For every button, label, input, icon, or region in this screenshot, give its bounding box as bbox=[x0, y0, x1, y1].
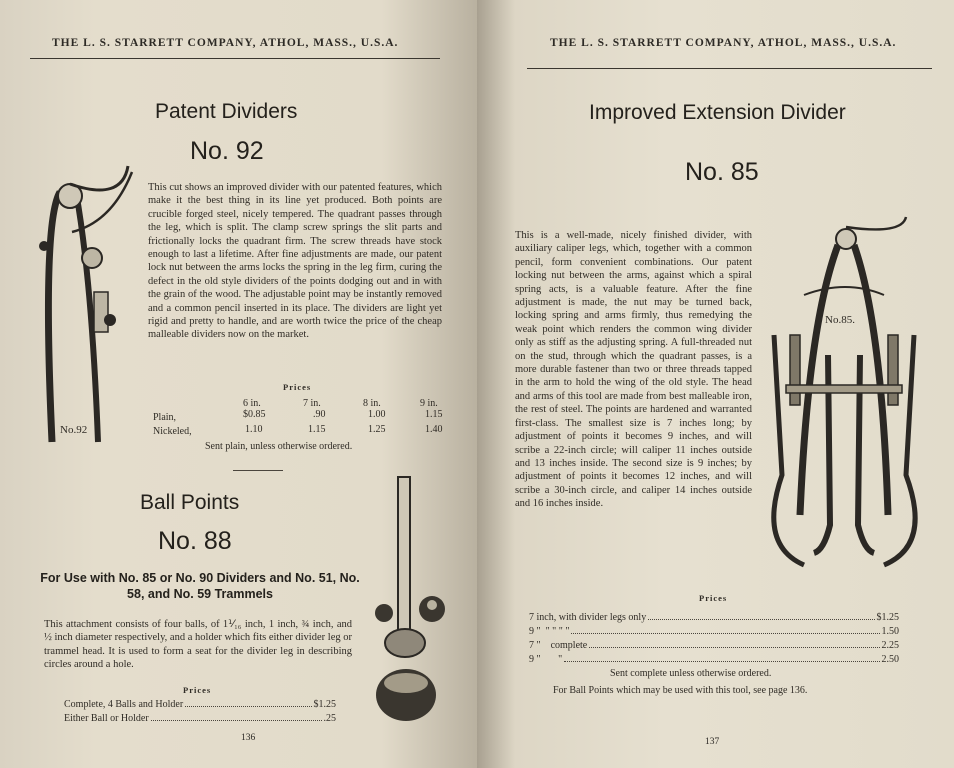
price-cell: 1.15 bbox=[308, 424, 326, 435]
section-divider bbox=[233, 470, 283, 471]
price-row-label: Nickeled, bbox=[153, 426, 192, 437]
dividers-number: No. 92 bbox=[190, 137, 264, 165]
page-number: 136 bbox=[241, 733, 256, 743]
extension-price-row: 7 inch, with divider legs only $1.25 bbox=[529, 612, 899, 623]
extension-note: Sent complete unless otherwise ordered. bbox=[610, 668, 772, 679]
patent-divider-illustration bbox=[32, 162, 142, 452]
price-cell: $0.85 bbox=[243, 409, 266, 420]
right-page bbox=[477, 0, 954, 768]
ballpoints-price-row: Either Ball or Holder .25 bbox=[64, 713, 336, 724]
header-rule bbox=[30, 58, 440, 59]
running-head: THE L. S. STARRETT COMPANY, ATHOL, MASS., U.S.A. bbox=[52, 37, 399, 49]
ballpoints-title: Ball Points bbox=[140, 491, 240, 514]
price-cell: 1.40 bbox=[425, 424, 443, 435]
dividers-prices-heading: Prices bbox=[283, 382, 312, 392]
dividers-note: Sent plain, unless otherwise ordered. bbox=[205, 441, 353, 452]
extension-price-row: 9 " " " " " 1.50 bbox=[529, 626, 899, 637]
ballpoints-subtitle: For Use with No. 85 or No. 90 Dividers and No. 51, No. 58, and No. 59 Trammels bbox=[40, 571, 360, 601]
ballpoints-description: This attachment consists of four balls, of 1⅟₁₆ inch, 1 inch, ¾ inch, and ½ inch diameter respectively, and a holder which fits either divider leg or trammel head. It is used to form a seat for the divider leg in describing circles around a hole. bbox=[44, 619, 352, 671]
ballpoints-prices-heading: Prices bbox=[183, 685, 212, 695]
ballpoints-price-row: Complete, 4 Balls and Holder $1.25 bbox=[64, 699, 336, 710]
extension-prices-heading: Prices bbox=[699, 593, 728, 603]
size-8in: 8 in. bbox=[363, 398, 381, 409]
dividers-description: This cut shows an improved divider with our patented features, which make it the best thing in its line yet produced. Both points are crucible forged steel, nicely tempered. The quadrant passes through the leg, which is split. The clamp screw springs the slit parts and frictionally locks the quadrant firm. The screw threads have stock enough to last a lifetime. After fine adjustments are made, our patent lock nut between the arms locks the spring in the leg firm, curing the defect in the old style dividers of the points dodging out and in with the grain of the wood. The adjustable point may be instantly removed and a common pencil inserted in its place. The dividers are light yet rigid and pretty to handle, and are worth twice the price of the cheap malleable dividers now on the market. bbox=[148, 182, 442, 341]
extension-figure-label: No.85. bbox=[825, 314, 855, 326]
size-9in: 9 in. bbox=[420, 398, 438, 409]
running-head: THE L. S. STARRETT COMPANY, ATHOL, MASS., U.S.A. bbox=[550, 37, 897, 49]
extension-divider-title: Improved Extension Divider bbox=[589, 101, 846, 124]
price-cell: .90 bbox=[313, 409, 326, 420]
price-row-label: Plain, bbox=[153, 412, 177, 423]
page-number: 137 bbox=[705, 737, 720, 747]
dividers-figure-label: No.92 bbox=[60, 424, 88, 436]
extension-divider-number: No. 85 bbox=[685, 158, 759, 186]
extension-price-row: 9 " " 2.50 bbox=[529, 654, 899, 665]
header-rule bbox=[527, 68, 932, 69]
size-7in: 7 in. bbox=[303, 398, 321, 409]
price-cell: 1.10 bbox=[245, 424, 263, 435]
extension-divider-illustration bbox=[764, 215, 924, 580]
extension-price-row: 7 " complete 2.25 bbox=[529, 640, 899, 651]
size-6in: 6 in. bbox=[243, 398, 261, 409]
ballpoints-number: No. 88 bbox=[158, 527, 232, 555]
extension-divider-description: This is a well-made, nicely finished divider, with auxiliary caliper legs, which, together with a common pencil, form convenient combinations. Our patent locking nut between the arms, against which a spiral spring acts, is a valuable feature. After the fine adjustment is made, the nut may be turned back, locking spring and arms firmly, thus remedying the weak point which renders the common wing divider only as stiff as the adjusting spring. A full-threaded nut on the stud, through which the quadrant passes, is a more durable fastener than two or three threads tapped in the arm to hold the wing of the old style. The head and arms of this tool are made from best malleable iron, the rest of steel. The points are hardened and warranted first-class. The smallest size is 7 inches long; by adjustment of points it becomes 9 inches, and will scribe a 22-inch circle; will caliper 11 inches outside and 13 inches inside. The second size is 9 inches; by adjustment of points it becomes 12 inches, and will scribe a 30-inch circle, and caliper 14 inches outside and 16 inches inside. bbox=[515, 230, 752, 510]
price-cell: 1.25 bbox=[368, 424, 386, 435]
ball-points-reference: For Ball Points which may be used with this tool, see page 136. bbox=[553, 685, 808, 696]
price-cell: 1.15 bbox=[425, 409, 443, 420]
ball-points-illustration bbox=[372, 475, 452, 725]
price-cell: 1.00 bbox=[368, 409, 386, 420]
dividers-title: Patent Dividers bbox=[155, 100, 298, 123]
